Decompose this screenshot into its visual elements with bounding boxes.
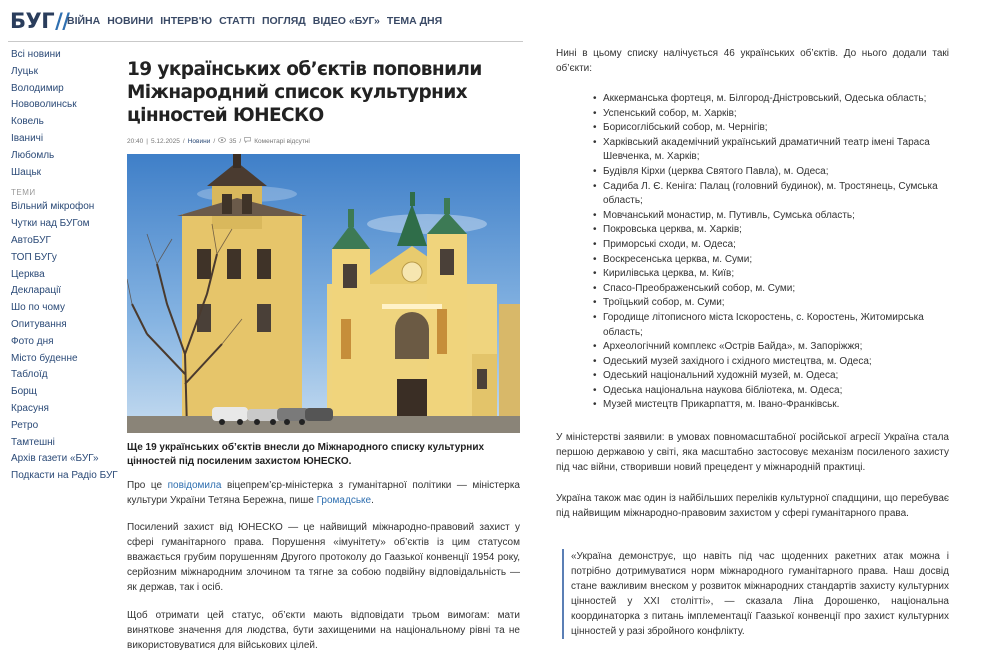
paragraph-text: . xyxy=(371,495,374,506)
article-date: 5.12.2025 xyxy=(150,137,180,145)
article-views: 35 xyxy=(229,137,237,145)
article-time: 20:40 xyxy=(127,137,144,145)
sidebar-news-list xyxy=(11,47,121,181)
nav-item-video[interactable]: ВІДЕО «БУГ» xyxy=(312,15,380,27)
cathedral-illustration xyxy=(127,154,520,433)
article-paragraph-3: Щоб отримати цей статус, об’єкти мають відповідати трьом вимогам: мати виняткове значення для людства, бути захищеними на національному рівні та не використовуватися для військових цілей. xyxy=(127,610,520,651)
logo-text: БУГ xyxy=(10,9,55,33)
list-item: • Аккерманська фортеця, м. Білгород-Дністровський, Одеська область; xyxy=(603,92,949,107)
sidebar-topic-item[interactable]: Церква xyxy=(11,268,45,280)
sidebar-topic-item[interactable]: Опитування xyxy=(11,318,67,330)
list-item: • Успенський собор, м. Харків; xyxy=(603,107,949,122)
ministry-statement: У міністерстві заявили: в умовах повномасштабної російської агресії Україна стала першою державою у світі, яка масштабно застосовує механізм посиленого захисту під час війни, створивши новий прецедент у міжнародній практиці. xyxy=(556,432,949,473)
article-paragraph-2: Посилений захист від ЮНЕСКО — це найвищий міжнародно-правовий захист у сфері гуманітарного права. Порушення «імунітету» об’єктів із цим статусом вважається грубим порушенням Другого протоколу до Гаазької конвенції 1954 року, серйозним міжнародним злочином та тягне за собою подвійну відповідальність — як держав, так і осіб. xyxy=(127,522,520,593)
list-item: • Садиба Л. Є. Кеніга: Палац (головний будинок), м. Тростянець, Сумська область; xyxy=(603,180,949,209)
views-icon xyxy=(218,137,226,145)
nav-item-news[interactable]: НОВИНИ xyxy=(107,15,154,27)
sidebar-topic-item[interactable]: Фото дня xyxy=(11,335,54,347)
sidebar-topics-title: ТЕМИ xyxy=(11,188,36,198)
list-item: • Покровська церква, м. Харків; xyxy=(603,223,949,238)
sidebar-topics-list xyxy=(11,199,121,485)
list-item: • Харківський академічний український драматичний театр імені Тараса Шевченка, м. Харків; xyxy=(603,136,949,165)
meta-separator: / xyxy=(213,137,216,145)
sidebar-topic-item[interactable]: Архів газети «БУГ» xyxy=(11,453,99,465)
sidebar-news-item[interactable]: Любомль xyxy=(11,149,55,161)
nav-item-articles[interactable]: СТАТТІ xyxy=(219,15,255,27)
meta-separator: | xyxy=(146,137,148,145)
sidebar-topic-item[interactable]: Декларації xyxy=(11,285,62,297)
list-item: • Борисоглібський собор, м. Чернігів; xyxy=(603,121,949,136)
list-item: • Одеський національний художній музей, м. Одеса; xyxy=(603,369,949,384)
sidebar xyxy=(11,47,121,485)
sidebar-topic-item[interactable]: Місто буденне xyxy=(11,352,78,364)
source-link[interactable]: Громадське xyxy=(316,495,372,506)
site-header xyxy=(8,4,523,42)
sidebar-topic-item[interactable]: Шо по чому xyxy=(11,302,66,314)
nav-item-opinion[interactable]: ПОГЛЯД xyxy=(261,15,306,27)
list-item: • Археологічний комплекс «Острів Байда», м. Запоріжжя; xyxy=(603,340,949,355)
sidebar-topic-item[interactable]: Таблоїд xyxy=(11,369,48,381)
list-item: • Одеська національна наукова бібліотека, м. Одеса; xyxy=(603,384,949,399)
nav-item-topic-of-day[interactable]: ТЕМА ДНЯ xyxy=(386,15,443,27)
logo-slashes: // xyxy=(55,9,70,33)
list-item: • Одеський музей західного і східного мистецтва, м. Одеса; xyxy=(603,355,949,370)
list-item: • Будівля Кірхи (церква Святого Павла), м. Одеса; xyxy=(603,165,949,180)
site-logo[interactable] xyxy=(10,9,69,33)
article-photo xyxy=(127,154,520,433)
objects-intro: Нині в цьому списку налічується 46 українських об’єктів. До нього додали такі об’єкти: xyxy=(556,48,949,74)
article-category[interactable]: Новини xyxy=(187,137,211,145)
sidebar-topic-item[interactable]: Вільний мікрофон xyxy=(11,201,95,213)
sidebar-news-item[interactable]: Володимир xyxy=(11,82,64,94)
paragraph-text: віцепрем’єр-міністерка з гуманітарної політики — міністерка культури України Тетяна Бережна, пише xyxy=(127,480,520,506)
sidebar-news-item[interactable]: Іваничі xyxy=(11,132,44,144)
article-comments[interactable]: Коментарі відсутні xyxy=(254,137,310,145)
nav-item-interview[interactable]: ІНТЕРВ'Ю xyxy=(160,15,213,27)
meta-separator: / xyxy=(239,137,242,145)
objects-list xyxy=(603,92,949,413)
list-item: • Спасо-Преображенський собор, м. Суми; xyxy=(603,282,949,297)
sidebar-topic-item[interactable]: Тамтешні xyxy=(11,436,55,448)
meta-separator: / xyxy=(182,137,185,145)
sidebar-news-item[interactable]: Нововолинськ xyxy=(11,99,77,111)
sidebar-news-item[interactable]: Ковель xyxy=(11,116,44,128)
list-item: • Приморські сходи, м. Одеса; xyxy=(603,238,949,253)
list-item: • Мовчанський монастир, м. Путивль, Сумська область; xyxy=(603,209,949,224)
article-meta xyxy=(127,137,520,145)
sidebar-news-item[interactable]: Луцьк xyxy=(11,65,38,77)
paragraph-text: Про це xyxy=(127,480,168,491)
reported-link[interactable]: повідомила xyxy=(167,480,222,491)
list-item: • Троїцький собор, м. Суми; xyxy=(603,296,949,311)
list-item: • Городище літописного міста Іскоростень, с. Коростень, Житомирська область; xyxy=(603,311,949,340)
article-title: 19 українських об’єктів поповнили Міжнародний список культурних цінностей ЮНЕСКО xyxy=(127,59,482,126)
list-item: • Воскресенська церква, м. Суми; xyxy=(603,253,949,268)
sidebar-topic-item[interactable]: АвтоБУГ xyxy=(11,234,51,246)
sidebar-topic-item[interactable]: Чутки над БУГом xyxy=(11,218,90,230)
nav-item-war[interactable]: ВІЙНА xyxy=(67,15,101,27)
sidebar-topic-item[interactable]: Борщ xyxy=(11,386,37,398)
article xyxy=(127,58,520,651)
sidebar-topic-item[interactable]: Ретро xyxy=(11,419,39,431)
photo-caption: Ще 19 українських об’єктів внесли до Міжнародного списку культурних цінностей під посиленим захистом ЮНЕСКО. xyxy=(127,442,485,467)
sidebar-news-item[interactable]: Шацьк xyxy=(11,166,42,178)
article-paragraph-1 xyxy=(127,478,520,508)
list-item: • Музей мистецтв Прикарпаття, м. Івано-Франківськ. xyxy=(603,398,949,413)
sidebar-news-item[interactable]: Всі новини xyxy=(11,49,61,60)
quote-block: «Україна демонструє, що навіть під час щоденних ракетних атак можна і потрібно дотримуватися норм міжнародного гуманітарного права. Наш досвід стане важливим внеском у розвиток міжнародних стандартів захисту культурних цінностей у XXI столітті», — сказала Ліна Дорошенко, національна координаторка з питань імплементації Гаазької конвенції про захист культурних цінностей у разі збройного конфлікту. xyxy=(562,549,949,639)
heritage-paragraph: Україна також має один із найбільших переліків культурної спадщини, що перебуває під найвищим міжнародно-правовим захистом у сфері гуманітарного права. xyxy=(556,493,949,519)
sidebar-topic-item[interactable]: Подкасти на Радіо БУГ xyxy=(11,470,118,482)
sidebar-topic-item[interactable]: Красуня xyxy=(11,402,49,414)
sidebar-topic-item[interactable]: ТОП БУГу xyxy=(11,251,57,263)
top-navigation xyxy=(67,15,442,27)
list-item: • Кирилівська церква, м. Київ; xyxy=(603,267,949,282)
comments-icon xyxy=(244,137,251,145)
